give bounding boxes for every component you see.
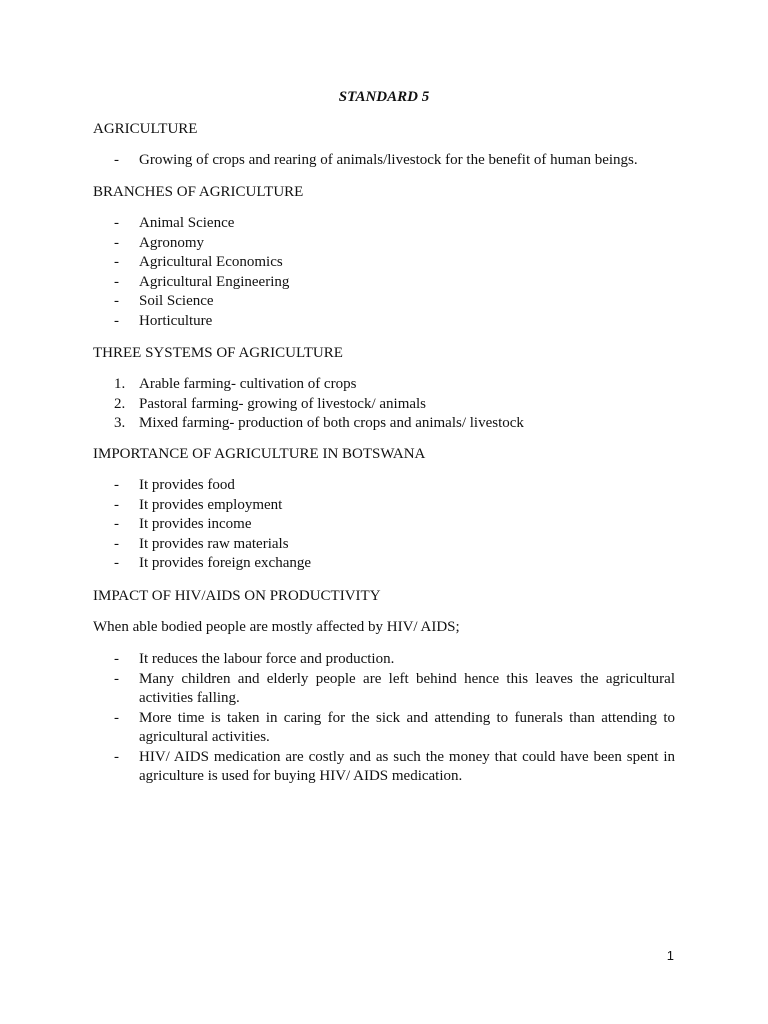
agriculture-definition-list	[0, 151, 675, 171]
list-item	[0, 273, 675, 293]
list-item	[0, 234, 675, 254]
dash-marker: -	[114, 254, 119, 270]
list-item-text: Soil Science	[139, 293, 214, 309]
page-title: STANDARD 5	[338, 89, 430, 105]
list-item	[0, 312, 675, 332]
list-item-text: Many children and elderly people are left behind hence this leaves the agricultural activities falling.	[139, 670, 675, 706]
list-item-text: It provides income	[139, 516, 252, 532]
list-item-text: Pastoral farming- growing of livestock/ animals	[139, 395, 427, 412]
list-item-text: Arable farming- cultivation of crops	[139, 376, 357, 392]
section-heading-agriculture: AGRICULTURE	[93, 121, 198, 137]
hiv-intro-paragraph: When able bodied people are mostly affected by HIV/ AIDS;	[93, 619, 460, 635]
branches-list	[0, 214, 675, 331]
dash-marker: -	[114, 234, 119, 251]
list-item	[0, 650, 675, 670]
list-item	[0, 515, 675, 535]
dash-marker: -	[114, 709, 119, 726]
list-item-text: Horticulture	[139, 312, 213, 329]
list-item-text: HIV/ AIDS medication are costly and as such the money that could have been spent in agriculture is used for buying HIV/ AIDS medication.	[139, 748, 675, 784]
dash-marker: -	[114, 651, 119, 667]
importance-list	[0, 476, 675, 574]
dash-marker: -	[114, 312, 119, 329]
list-item-text: It provides foreign exchange	[139, 555, 312, 571]
list-item	[0, 476, 675, 496]
dash-marker: -	[114, 748, 119, 765]
dash-marker: -	[114, 152, 119, 168]
dash-marker: -	[114, 215, 119, 231]
section-heading-branches: BRANCHES OF AGRICULTURE	[93, 184, 304, 200]
list-item-text: It provides food	[139, 477, 235, 493]
dash-marker: -	[114, 535, 119, 552]
list-item-text: Agricultural Economics	[139, 254, 283, 270]
list-item	[0, 748, 675, 787]
list-item-text: Growing of crops and rearing of animals/livestock for the benefit of human beings.	[139, 152, 638, 168]
dash-marker: -	[114, 555, 119, 571]
hiv-impact-list	[0, 650, 675, 787]
section-heading-importance: IMPORTANCE OF AGRICULTURE IN BOTSWANA	[93, 446, 426, 462]
page-number: 1	[666, 948, 674, 963]
list-item-text: Agronomy	[139, 234, 204, 251]
list-item-text: Mixed farming- production of both crops and animals/ livestock	[139, 415, 524, 431]
dash-marker: -	[114, 496, 119, 513]
list-item	[0, 709, 675, 748]
dash-marker: -	[114, 293, 119, 309]
list-item	[0, 395, 675, 415]
section-heading-systems: THREE SYSTEMS OF AGRICULTURE	[93, 345, 343, 361]
number-marker: 2.	[114, 395, 126, 412]
dash-marker: -	[114, 516, 119, 532]
dash-marker: -	[114, 670, 119, 687]
list-item	[0, 375, 675, 395]
list-item	[0, 253, 675, 273]
list-item-text: It provides raw materials	[139, 535, 289, 552]
list-item-text: Animal Science	[139, 215, 235, 231]
list-item	[0, 414, 675, 434]
systems-list	[0, 375, 675, 434]
list-item-text: More time is taken in caring for the sick and attending to funerals than attending to agricultural activities.	[139, 709, 675, 745]
section-heading-hiv-impact: IMPACT OF HIV/AIDS ON PRODUCTIVITY	[93, 588, 381, 604]
list-item	[0, 554, 675, 574]
list-item	[0, 214, 675, 234]
list-item	[0, 670, 675, 709]
list-item	[0, 292, 675, 312]
list-item-text: It reduces the labour force and production.	[139, 651, 395, 667]
dash-marker: -	[114, 273, 119, 290]
list-item	[0, 151, 675, 171]
number-marker: 3.	[114, 415, 126, 431]
list-item-text: Agricultural Engineering	[139, 273, 290, 290]
list-item	[0, 535, 675, 555]
number-marker: 1.	[114, 376, 126, 392]
dash-marker: -	[114, 477, 119, 493]
list-item-text: It provides employment	[139, 496, 283, 513]
list-item	[0, 496, 675, 516]
